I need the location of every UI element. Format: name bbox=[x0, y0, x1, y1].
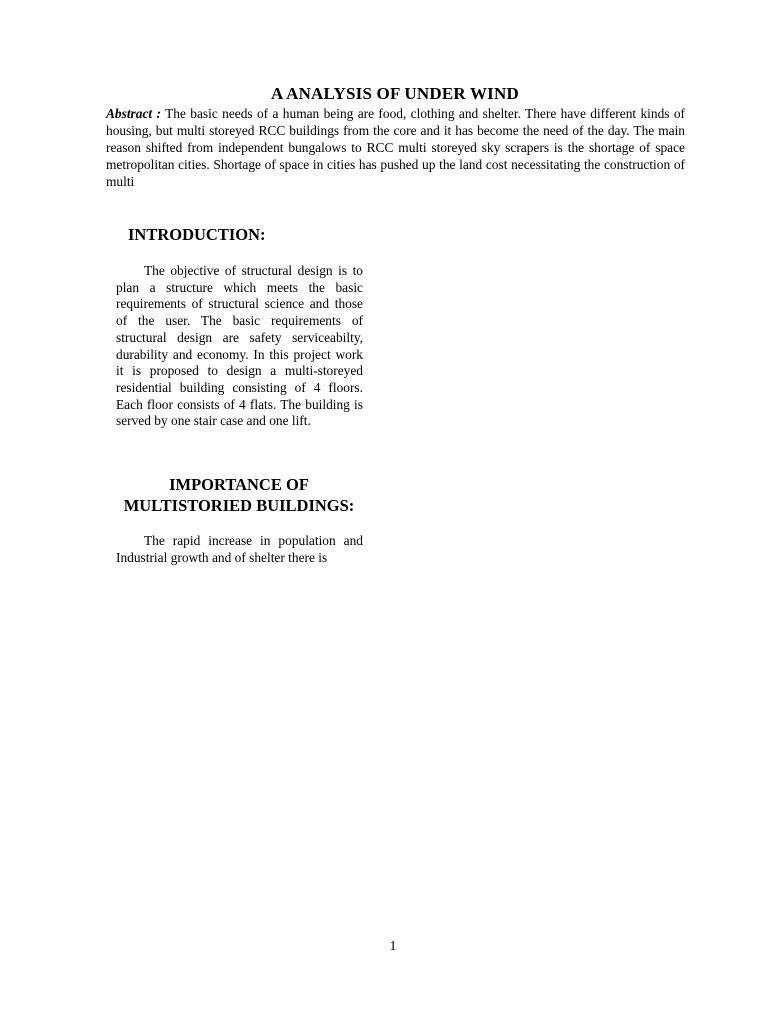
abstract-paragraph bbox=[106, 105, 685, 190]
importance-heading-line1: IMPORTANCE OF bbox=[169, 475, 309, 494]
introduction-paragraph: The objective of structural design is to plan a structure which meets the basic requirements of structural science and those of the user. The basic requirements of structural design are safety serviceabilty, durability and economy. In this project work it is proposed to design a multi-storeyed residential building consisting of 4 floors. Each floor consists of 4 flats. The building is served by one stair case and one lift. bbox=[116, 263, 363, 429]
importance-paragraph: The rapid increase in population and Industrial growth and of shelter there is bbox=[116, 533, 363, 565]
introduction-heading: INTRODUCTION: bbox=[128, 225, 266, 244]
abstract-text: The basic needs of a human being are food, clothing and shelter. There have different kinds of housing, but multi storeyed RCC buildings from the core and it has become the need of the day. The main reason shifted from independent bungalows to RCC multi storeyed sky scrapers is the shortage of space metropolitan cities. Shortage of space in cities has pushed up the land cost necessitating the construction of multi bbox=[106, 106, 686, 189]
importance-heading bbox=[108, 474, 370, 516]
abstract-label: Abstract : bbox=[106, 106, 161, 121]
document-title: A ANALYSIS OF UNDER WIND bbox=[271, 84, 519, 103]
importance-heading-line2: MULTISTORIED BUILDINGS: bbox=[123, 496, 355, 515]
page-number: 1 bbox=[389, 939, 397, 954]
